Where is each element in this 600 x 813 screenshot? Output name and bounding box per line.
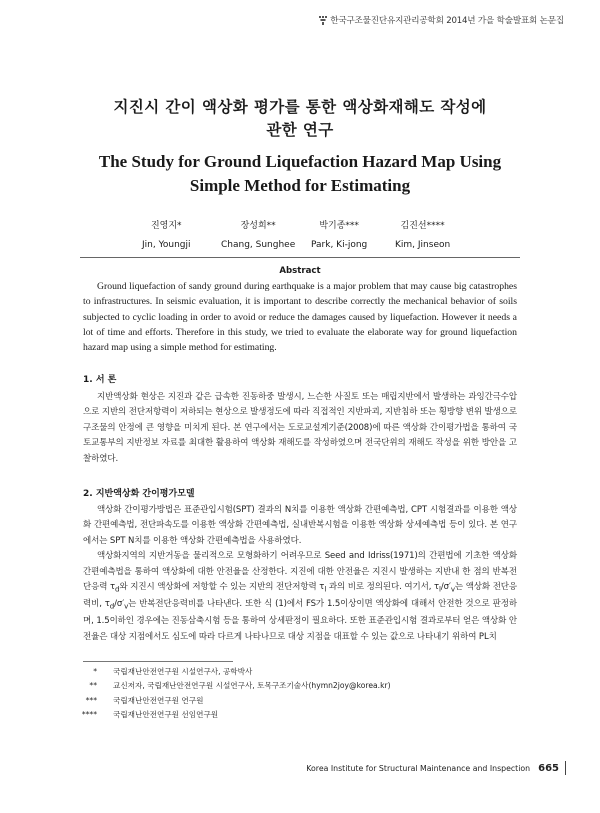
footnote-3: *** 국립재난안전연구원 연구원 <box>85 695 204 705</box>
author-4: 김진선**** Kim, Jinseon <box>395 221 451 250</box>
section-2-para-1: 액상화 간이평가방법은 표준관입시험(SPT) 결과의 N치를 이용한 액상화 간편예측법, CPT 시험결과를 이용한 액상화 간편예측법, 전단파속도를 이용한 액상화 간편예측법, 실내반복시험을 이용한 액상화 상세예측법 등이 있다. 본 연구에서는 SPT N치를 이용한 액상화 간편예측법을 사용하였다. <box>83 505 517 546</box>
english-title: The Study for Ground Liquefaction Hazard Map Using Simple Method for Estimating <box>98 152 502 195</box>
abstract-heading: Abstract <box>279 266 321 276</box>
running-title: 한국구조물진단유지관리공학회 2014년 가을 학술발표회 논문집 <box>330 16 564 26</box>
author-2: 장성희** Chang, Sunghee <box>221 221 296 250</box>
footer-bar <box>565 761 566 775</box>
footnotes <box>83 665 391 722</box>
running-header <box>319 14 564 26</box>
section-1-heading: 1. 서 론 <box>83 375 117 385</box>
title-divider <box>80 257 520 258</box>
footer-publisher: Korea Institute for Structural Maintenance and Inspection <box>306 763 531 773</box>
page-number: 665 <box>538 762 559 774</box>
section-2-body <box>83 503 517 645</box>
author-3: 박기종*** Park, Ki-jong <box>311 221 368 250</box>
author-1: 진영지* Jin, Youngji <box>142 221 191 250</box>
abstract-text: Ground liquefaction of sandy ground during earthquake is a major problem that may cause big catastrophes to infrastructures. In seismic evaluation, it is important to describe correctly the mechanical behavior of soils subjected to cyclic loading in order to avoid or reduce the damages caused by liquefaction. However it needs a lot of time and efforts. Therefore in this study, we tried to evaluate the elaborate way for ground liquefaction hazard map using a simple method for estimating. <box>83 281 517 354</box>
section-2-para-2: 액상화지역의 지반거동을 물리적으로 모형화하기 어려우므로 Seed and Idriss(1971)의 간편법에 기초한 액상화 간편예측법을 통하여 액상화에 대한 안전율을 산정한다. 지진에 대한 안전율은 지진시 발생하는 지반내 한 점의 반복전단응력 $\tau_d$와 지진시 액상화에 저항할 수 있는 지반의 전단저항력 $\tau_l$ 과의 비로 정의된다. 여기서, $\tau_l/\sigma'_v$는 액상화 전단응력비, $\tau_d/\sigma'_v$는 반복전단응력비를 나타낸다. 또한 식 (1)에서 FS가 1.5이상이면 액상화에 대해서 안전한 것으로 판정하며, 1.5이하인 경우에는 진동삼축시험 등을 통하여 상세판정이 필요하다. 또한 표준관입시험 결과로부터 얻은 액상화 안전율은 대상 지점에서도 심도에 따라 다르게 나타나므로 대상 지점을 대표할 수 있는 값으로 나타내기 위하여 PL치 <box>83 551 518 642</box>
footnote-2: ** 교신저자, 국립재난안전연구원 시설연구사, 토목구조기술사(hymn2joy@korea.kr) <box>89 681 391 691</box>
footnote-divider <box>83 661 233 662</box>
section-2-heading: 2. 지반액상화 간이평가모델 <box>83 489 195 499</box>
footnote-4: **** 국립재난안전연구원 선임연구원 <box>81 709 219 719</box>
korean-title: 지진시 간이 액상화 평가를 통한 액상화재해도 작성에 관한 연구 <box>113 98 487 139</box>
section-1-text: 지반액상화 현상은 지진과 같은 급속한 진동하중 발생시, 느슨한 사질토 또는 매립지반에서 발생하는 과잉간극수압으로 지반의 전단저항력이 저하되는 현상으로 발생정도에 따라 직접적인 지반파괴, 지반침하 또는 횡방향 변위 발생으로 구조물의 안정에 큰 영향을 미치게 된다. 본 연구에서는 도로교설계기준(2008)에 따른 액상화 간이평가법을 통하여 국토교통부의 지반정보 자료를 최대한 활용하여 액상화 재해도를 작성하였으며 전국단위의 재해도 작성을 위한 방안을 고찰하였다. <box>83 392 517 464</box>
page-footer <box>306 761 566 775</box>
footnote-1: * 국립재난안전연구원 시설연구사, 공학박사 <box>93 667 253 676</box>
society-logo-icon <box>319 16 327 25</box>
